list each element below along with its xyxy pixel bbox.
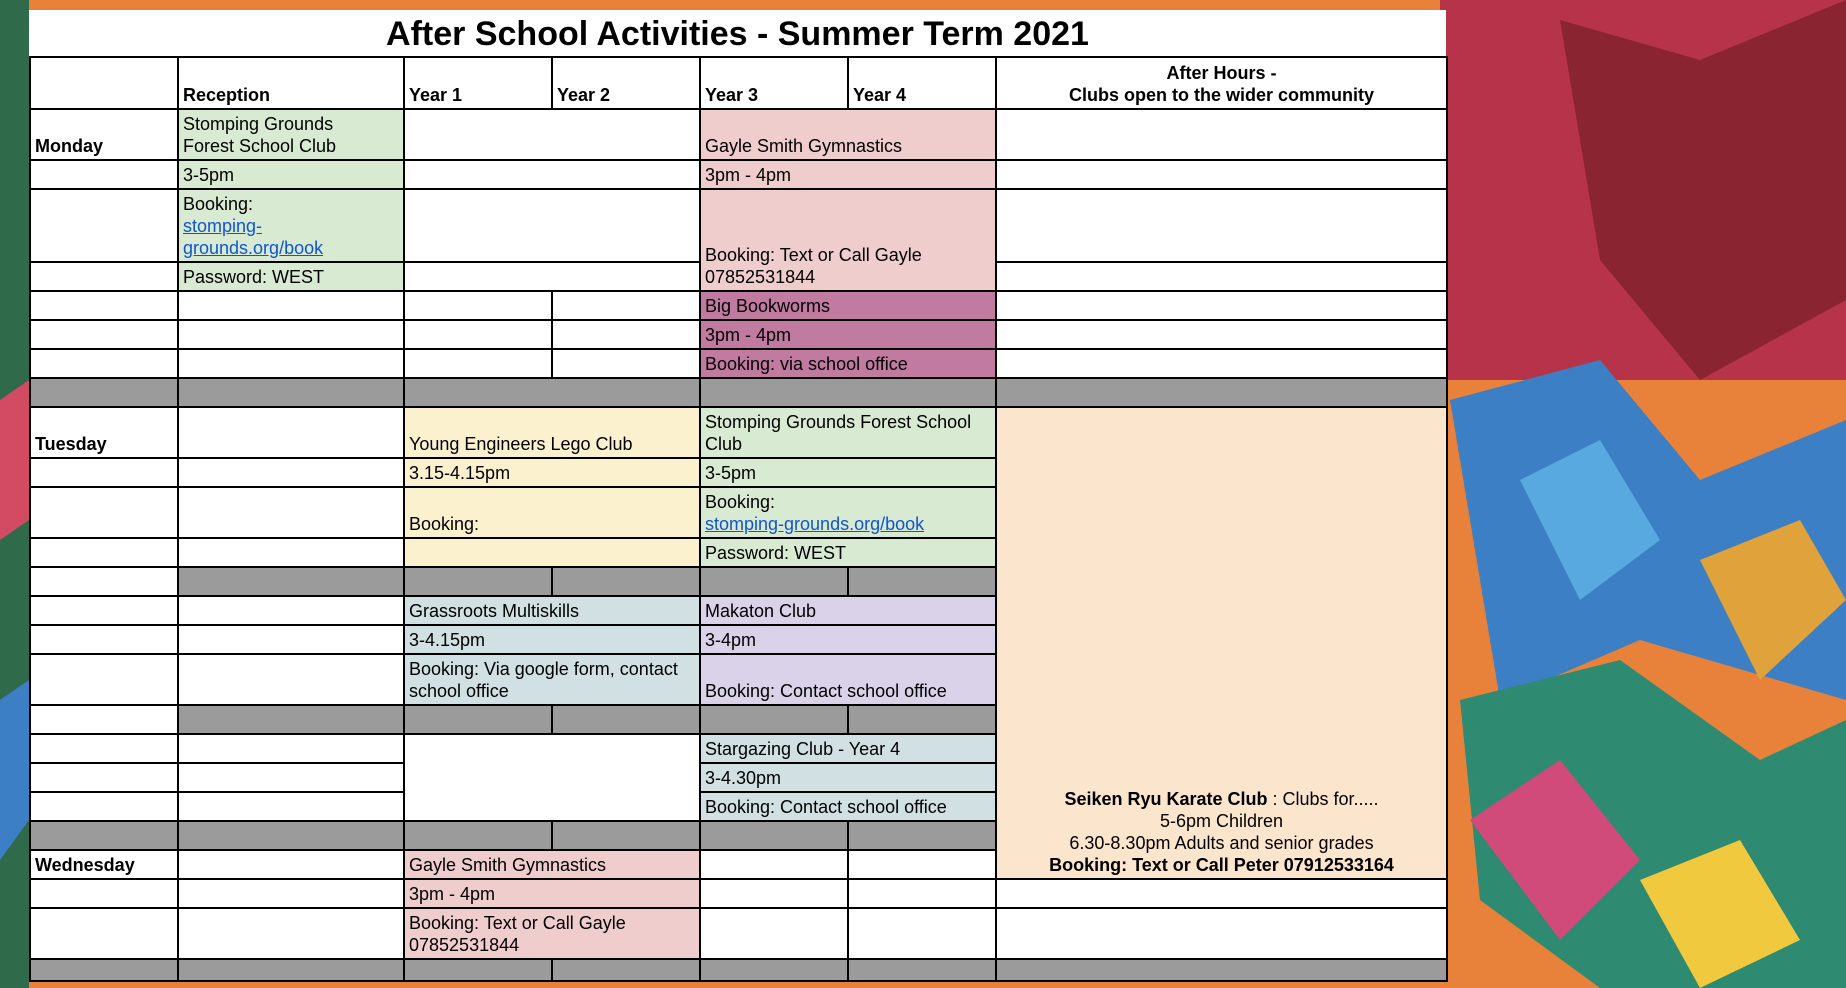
- empty-cell: [30, 160, 178, 189]
- empty-cell: [178, 349, 404, 378]
- header-reception: Reception: [178, 57, 404, 109]
- empty-cell: [30, 625, 178, 654]
- empty-cell: [178, 879, 404, 908]
- tuesday-lego-time: 3.15-4.15pm: [404, 458, 700, 487]
- empty-cell: [178, 908, 404, 959]
- empty-cell: [178, 850, 404, 879]
- monday-stomping-name: [178, 109, 404, 160]
- empty-cell: [552, 291, 700, 320]
- empty-cell: [178, 538, 404, 567]
- empty-cell: [996, 109, 1447, 160]
- wednesday-gymnastics-time: 3pm - 4pm: [404, 879, 700, 908]
- monday-gymnastics-time: 3pm - 4pm: [700, 160, 996, 189]
- tuesday-stomping-booking-link[interactable]: stomping-grounds.org/book: [705, 514, 925, 534]
- empty-cell: [178, 763, 404, 792]
- header-after-hours-line2: Clubs open to the wider community: [1068, 85, 1374, 105]
- empty-cell: [404, 538, 700, 567]
- monday-stomping-name-line1: Stomping Grounds: [183, 114, 334, 134]
- karate-club-cell: [996, 407, 1447, 879]
- tuesday-lego-name: Young Engineers Lego Club: [404, 407, 700, 458]
- header-after-hours: [996, 57, 1447, 109]
- empty-cell: [996, 320, 1447, 349]
- empty-cell: [996, 262, 1447, 291]
- monday-gymnastics-name: Gayle Smith Gymnastics: [700, 109, 996, 160]
- empty-cell: [30, 57, 178, 109]
- karate-adults: 6.30-8.30pm Adults and senior grades: [1069, 833, 1374, 853]
- empty-cell: [404, 349, 552, 378]
- day-tuesday: Tuesday: [30, 407, 178, 458]
- empty-cell: [996, 291, 1447, 320]
- empty-cell: [30, 349, 178, 378]
- empty-cell: [178, 407, 404, 458]
- monday-stomping-booking: [178, 189, 404, 262]
- table-row: [30, 189, 1447, 262]
- monday-bookworms-time: 3pm - 4pm: [700, 320, 996, 349]
- empty-cell: [30, 320, 178, 349]
- wednesday-gymnastics-name: Gayle Smith Gymnastics: [404, 850, 700, 879]
- tuesday-stomping-booking-label: Booking:: [705, 492, 776, 512]
- empty-cell: [404, 291, 552, 320]
- empty-cell: [404, 734, 700, 821]
- tuesday-makaton-time: 3-4pm: [700, 625, 996, 654]
- empty-cell: [848, 879, 996, 908]
- table-row: [30, 407, 1447, 458]
- tuesday-stomping-booking: [700, 487, 996, 538]
- empty-cell: [178, 487, 404, 538]
- table-row: [30, 160, 1447, 189]
- empty-cell: [178, 625, 404, 654]
- header-year3: Year 3: [700, 57, 848, 109]
- header-row: [30, 57, 1447, 109]
- empty-cell: [178, 320, 404, 349]
- empty-cell: [178, 596, 404, 625]
- monday-stomping-name-line2: Forest School Club: [183, 136, 337, 156]
- header-year4: Year 4: [848, 57, 996, 109]
- empty-cell: [404, 189, 700, 262]
- empty-cell: [700, 908, 848, 959]
- table-row: [30, 349, 1447, 378]
- day-wednesday: Wednesday: [30, 850, 178, 879]
- empty-cell: [996, 879, 1447, 908]
- activities-table: [29, 56, 1448, 982]
- empty-cell: [178, 792, 404, 821]
- tuesday-stomping-time: 3-5pm: [700, 458, 996, 487]
- karate-booking: Booking: Text or Call Peter 07912533164: [1049, 855, 1394, 875]
- tuesday-multiskills-time: 3-4.15pm: [404, 625, 700, 654]
- header-year1: Year 1: [404, 57, 552, 109]
- tuesday-multiskills-name: Grassroots Multiskills: [404, 596, 700, 625]
- tuesday-makaton-name: Makaton Club: [700, 596, 996, 625]
- empty-cell: [552, 349, 700, 378]
- empty-cell: [30, 487, 178, 538]
- empty-cell: [178, 458, 404, 487]
- karate-suffix: : Clubs for.....: [1267, 789, 1379, 809]
- monday-bookworms-booking: Booking: via school office: [700, 349, 996, 378]
- empty-cell: [404, 160, 700, 189]
- empty-cell: [700, 879, 848, 908]
- table-row: [30, 109, 1447, 160]
- empty-cell: [30, 458, 178, 487]
- empty-cell: [30, 262, 178, 291]
- empty-cell: [30, 734, 178, 763]
- tuesday-stargazing-time: 3-4.30pm: [700, 763, 996, 792]
- page-title: After School Activities - Summer Term 2021: [386, 15, 1089, 53]
- empty-cell: [996, 160, 1447, 189]
- empty-cell: [30, 792, 178, 821]
- empty-cell: [30, 654, 178, 705]
- header-year2: Year 2: [552, 57, 700, 109]
- empty-cell: [178, 291, 404, 320]
- table-row: [30, 320, 1447, 349]
- karate-name: Seiken Ryu Karate Club: [1064, 789, 1268, 809]
- empty-cell: [404, 109, 700, 160]
- monday-bookworms-name: Big Bookworms: [700, 291, 996, 320]
- empty-cell: [30, 291, 178, 320]
- empty-cell: [404, 320, 552, 349]
- monday-stomping-booking-label: Booking:: [183, 194, 254, 214]
- empty-cell: [996, 908, 1447, 959]
- table-row: [30, 879, 1447, 908]
- tuesday-stomping-name: Stomping Grounds Forest School Club: [700, 407, 996, 458]
- monday-stomping-booking-link[interactable]: stomping-grounds.org/book: [183, 216, 324, 258]
- monday-stomping-password: Password: WEST: [178, 262, 404, 291]
- day-monday: Monday: [30, 109, 178, 160]
- tuesday-makaton-booking: Booking: Contact school office: [700, 654, 996, 705]
- empty-cell: [30, 189, 178, 262]
- empty-cell: [30, 879, 178, 908]
- table-row: [30, 908, 1447, 959]
- karate-children: 5-6pm Children: [1159, 811, 1284, 831]
- empty-cell: [848, 908, 996, 959]
- empty-cell: [30, 538, 178, 567]
- empty-cell: [30, 763, 178, 792]
- empty-cell: [552, 320, 700, 349]
- tuesday-stargazing-booking: Booking: Contact school office: [700, 792, 996, 821]
- monday-stomping-time: 3-5pm: [178, 160, 404, 189]
- empty-cell: [30, 596, 178, 625]
- header-after-hours-line1: After Hours -: [1166, 63, 1277, 83]
- empty-cell: [30, 908, 178, 959]
- empty-cell: [848, 850, 996, 879]
- tuesday-lego-booking: Booking:: [404, 487, 700, 538]
- empty-cell: [404, 262, 700, 291]
- wednesday-gymnastics-booking: Booking: Text or Call Gayle 07852531844: [404, 908, 700, 959]
- tuesday-multiskills-booking: Booking: Via google form, contact school office: [404, 654, 700, 705]
- tuesday-stargazing-name: Stargazing Club - Year 4: [700, 734, 996, 763]
- empty-cell: [178, 734, 404, 763]
- empty-cell: [178, 654, 404, 705]
- timetable-sheet: [29, 10, 1446, 982]
- empty-cell: [700, 850, 848, 879]
- separator-row: [30, 959, 1447, 981]
- table-row: [30, 291, 1447, 320]
- monday-gymnastics-booking: Booking: Text or Call Gayle 07852531844: [700, 189, 996, 291]
- empty-cell: [996, 349, 1447, 378]
- separator-row: [30, 378, 1447, 407]
- tuesday-stomping-password: Password: WEST: [700, 538, 996, 567]
- empty-cell: [996, 189, 1447, 262]
